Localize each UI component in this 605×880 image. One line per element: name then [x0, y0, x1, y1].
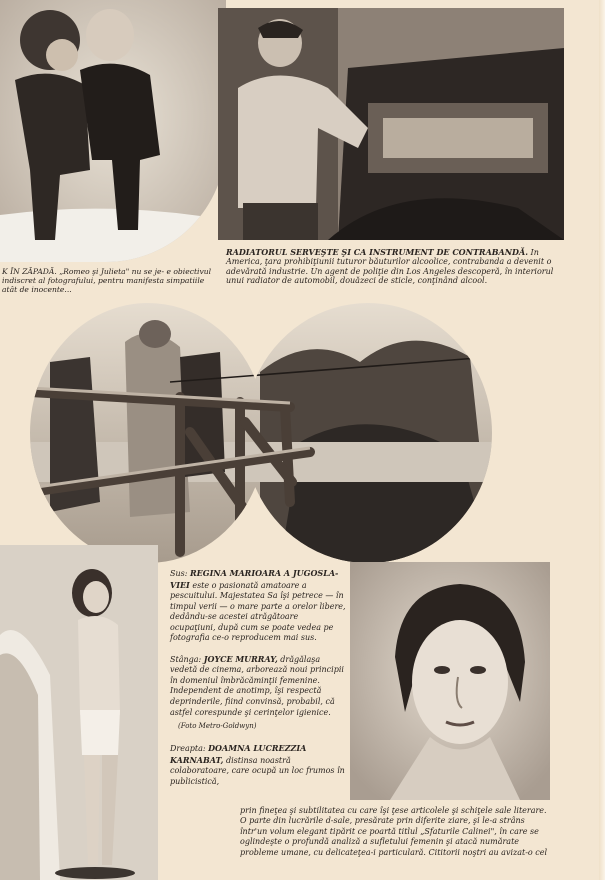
caption-stanga — [170, 654, 346, 718]
radiator-caption-body: In America, ţara prohibiţiunii tuturor băuturilor alcoolice, contrabanda a devenit o adevărată industrie. Un agent de poliţie din Los Angeles descoperă, în interiorul unui radiator de automobil, douăzeci de sticle, conţinând alcool. — [226, 248, 554, 286]
caption-dreapta-body-2: prin fineţea şi subtilitatea cu care îşi ţese articolele şi schiţele sale literare. O parte din lucrările d-sale, presărate prin diferite ziare, şi le-a strâns într'un volum elegant tipărit ce poartă titlul „Sfaturile Calinei", în care se oglindeşte o profundă analiză a sufletului femenin şi atacă numărate probleme umane, cu delicateţea-i particulară. Cititorii noştri au avizat-o cel — [240, 806, 548, 857]
caption-stanga-label: Stânga: — [170, 654, 202, 664]
radiator-caption-title: RADIATORUL SERVEŞTE ŞI CA INSTRUMENT DE CONTRABANDĂ. — [226, 247, 528, 257]
caption-stanga-name: JOYCE MURRAY, — [203, 653, 278, 664]
photo-queen-fishing — [30, 302, 492, 564]
snow-caption — [2, 268, 220, 295]
caption-dreapta-name: DOAMNA LUCREZZIA KARNABAT, — [170, 743, 307, 765]
caption-sus — [170, 568, 346, 644]
caption-stanga-body: drăgălaşa vedetă de cinema, arborează noui principii în domeniul îmbrăcăminţii femenine. Independent de anotimp, îşi respectă deprinderile, fiind convinsă, probabil, că astfel corespunde şi cerinţelor igienice. — [170, 654, 344, 717]
snow-caption-text: K ÎN ZĂPADĂ. „Romeo şi Julieta" nu se je- e obiectivul indiscret al fotografului, pentru manifesta simpatiile atât de inocente... — [2, 267, 212, 294]
photo-children-in-snow — [0, 0, 226, 262]
caption-sus-label: Sus: — [170, 569, 188, 578]
page-edge — [599, 0, 605, 880]
caption-sus-body: este o pasionată amatoare a pescuitului. Majestatea Sa îşi petrece — în timpul verii — o mare parte a orelor libere, dedându-se acestei atrăgătoare ocupaţiuni, după cum se poate vedea pe fotografia ce-o reproducem mai sus. — [170, 580, 346, 643]
photo-lucrezzia-karnabat — [350, 562, 550, 800]
radiator-caption — [226, 248, 562, 286]
photo-radiator-contraband — [218, 8, 564, 240]
caption-stanga-credit — [178, 722, 346, 731]
caption-dreapta-label: Dreapta: — [170, 744, 206, 754]
center-caption-block — [170, 568, 346, 788]
photo-joyce-murray — [0, 545, 158, 880]
photo-credit: (Foto Metro-Goldwyn) — [178, 722, 257, 731]
dreapta-caption-continued — [240, 806, 548, 858]
caption-sus-name: REGINA MARIOARA A JUGOSLA-VIEI — [170, 568, 339, 590]
caption-dreapta — [170, 743, 346, 787]
caption-dreapta-body-1: distinsa noastră colaboratoare, care ocupă un loc frumos în publicistică, — [170, 755, 345, 786]
